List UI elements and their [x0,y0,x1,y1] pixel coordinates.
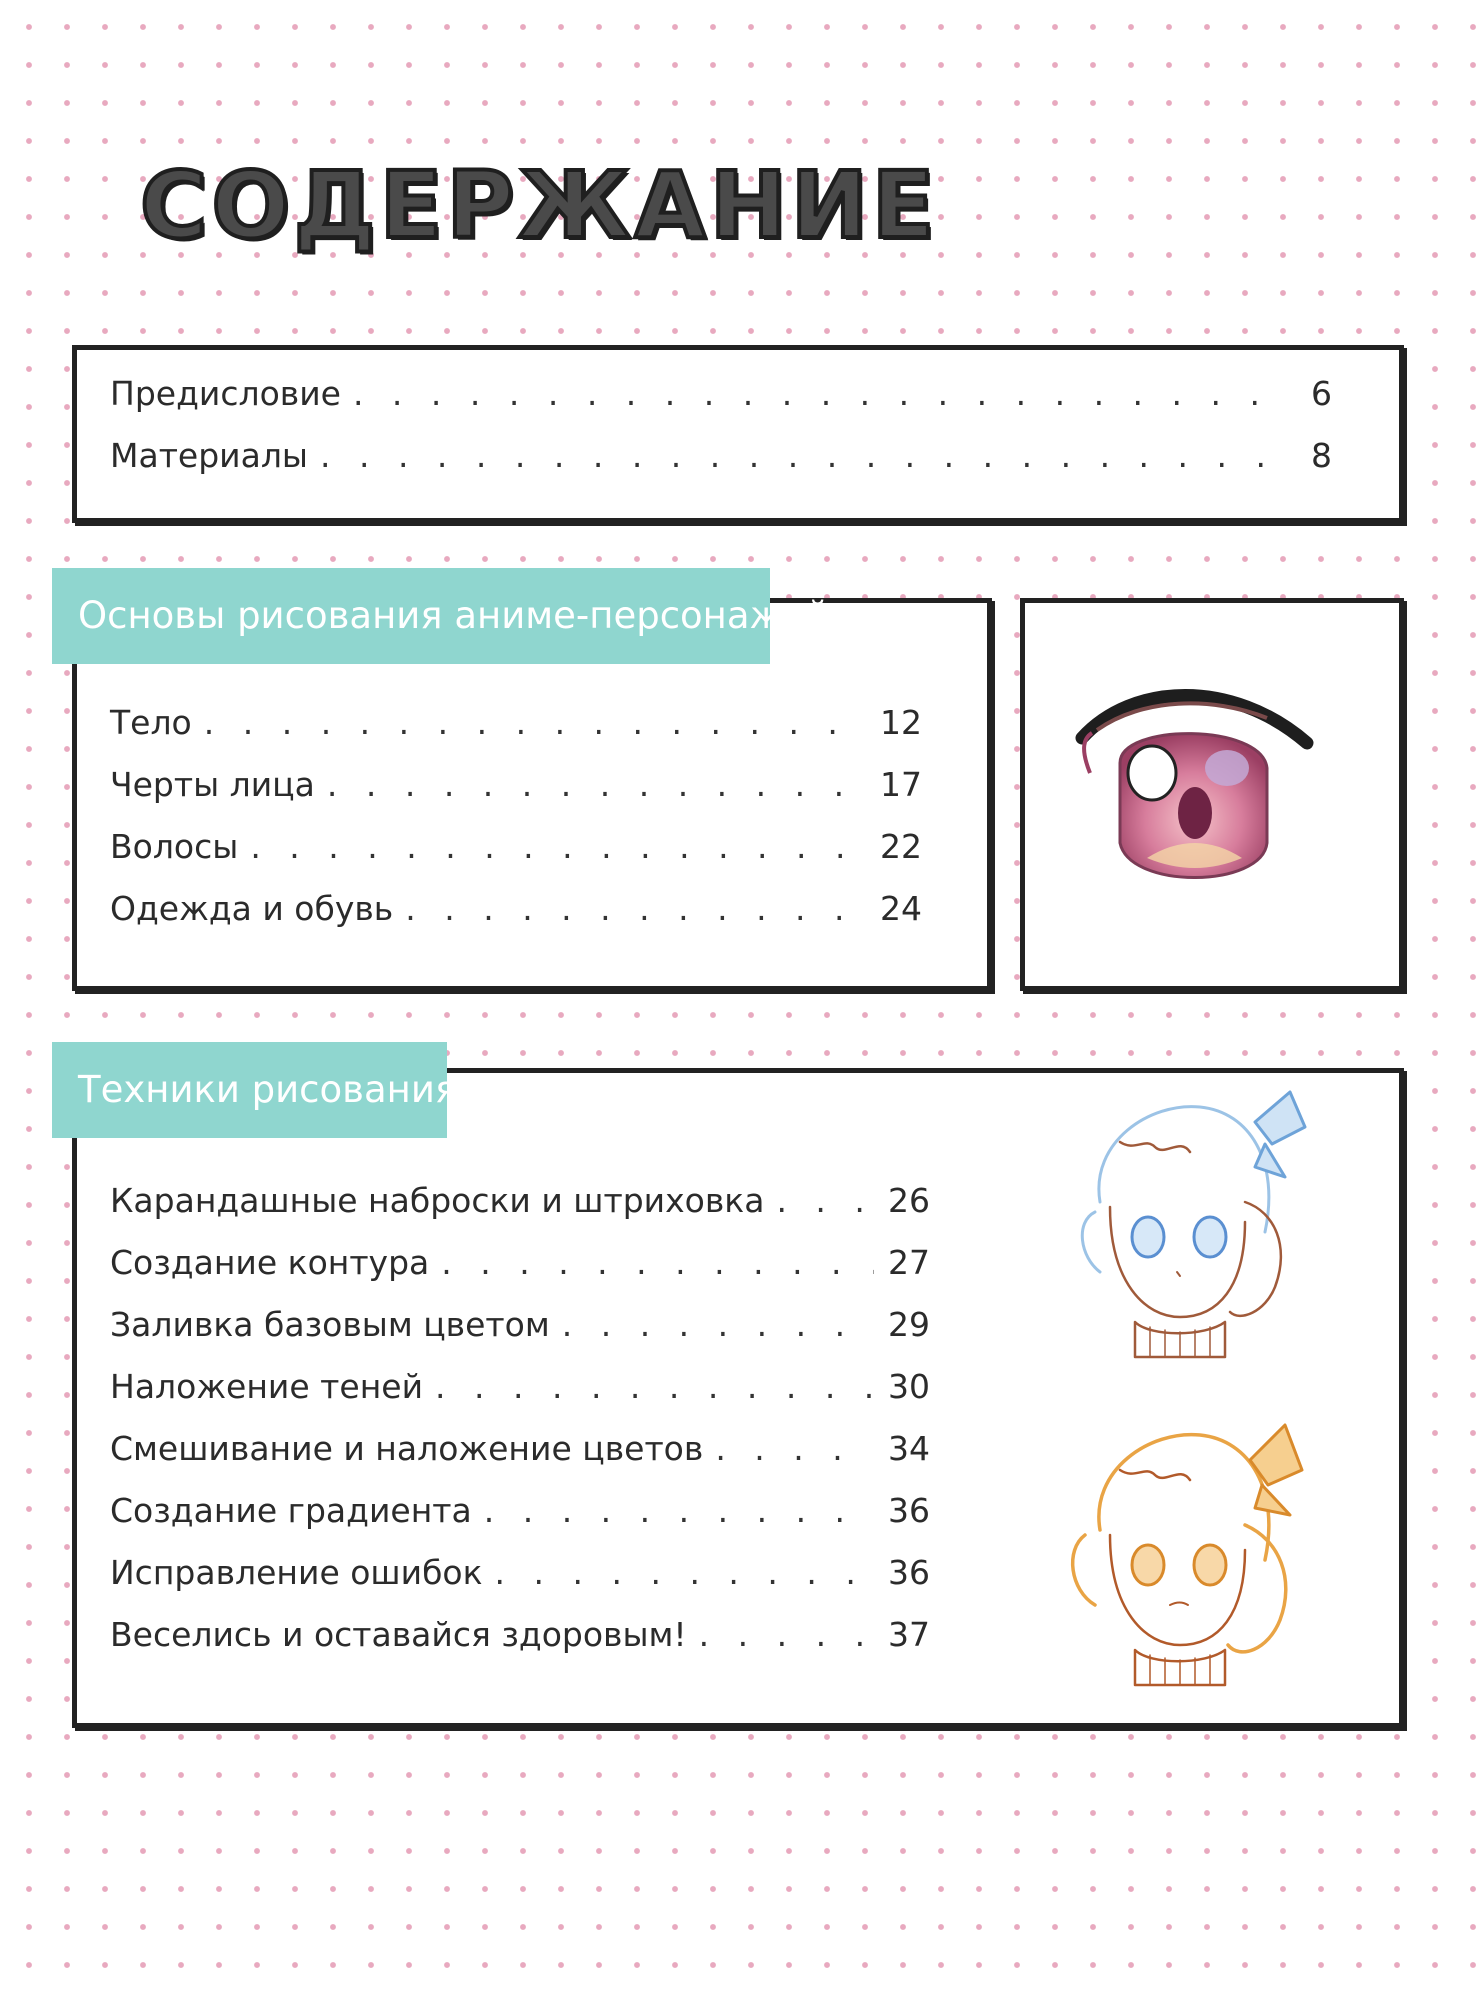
dot-leader [435,1356,874,1418]
toc-entry-page: 26 [888,1181,930,1220]
toc-entry-title: Черты лица [110,765,315,804]
toc-entry-page: 37 [888,1615,930,1654]
dot-leader [484,1480,874,1542]
basics-toc [110,692,922,940]
page-title: СОДЕРЖАНИЕ [140,152,939,259]
toc-entry-page: 6 [1311,374,1332,413]
dot-leader [250,816,866,878]
toc-entry-blending[interactable] [110,1418,930,1480]
dot-leader [320,425,1276,487]
dot-leader [776,1170,874,1232]
toc-entry-page: 24 [880,889,922,928]
dot-leader [204,692,866,754]
toc-entry-title: Создание контура [110,1243,430,1282]
toc-entry-materials[interactable] [110,425,1332,487]
chibi-girl-orange-sketch-icon [1040,1410,1320,1700]
toc-entry-outline[interactable] [110,1232,930,1294]
section-label-techniques: Техники рисования [52,1042,447,1138]
toc-entry-page: 36 [888,1553,930,1592]
dot-leader [441,1232,874,1294]
toc-entry-face[interactable] [110,754,922,816]
toc-entry-page: 34 [888,1429,930,1468]
dot-leader [699,1604,874,1666]
toc-entry-title: Наложение теней [110,1367,424,1406]
toc-entry-base-color[interactable] [110,1294,930,1356]
toc-entry-page: 8 [1311,436,1332,475]
toc-entry-title: Тело [110,703,192,742]
toc-entry-title: Одежда и обувь [110,889,394,928]
toc-entry-clothes[interactable] [110,878,922,940]
dot-leader [327,754,866,816]
techniques-toc [110,1170,930,1666]
toc-entry-title: Карандашные наброски и штриховка [110,1181,765,1220]
anime-eye-icon [1062,668,1322,928]
toc-entry-have-fun[interactable] [110,1604,930,1666]
toc-entry-hair[interactable] [110,816,922,878]
dot-leader [715,1418,874,1480]
toc-entry-title: Создание градиента [110,1491,472,1530]
toc-entry-gradient[interactable] [110,1480,930,1542]
toc-entry-title: Заливка базовым цветом [110,1305,550,1344]
dot-leader [562,1294,874,1356]
dot-leader [495,1542,874,1604]
toc-entry-body[interactable] [110,692,922,754]
toc-entry-page: 22 [880,827,922,866]
toc-entry-page: 29 [888,1305,930,1344]
toc-entry-title: Волосы [110,827,239,866]
toc-entry-page: 36 [888,1491,930,1530]
dot-leader [353,363,1276,425]
intro-toc [110,363,1332,487]
toc-entry-page: 12 [880,703,922,742]
toc-entry-title: Материалы [110,436,308,475]
toc-entry-title: Предисловие [110,374,341,413]
toc-entry-page: 27 [888,1243,930,1282]
toc-entry-preface[interactable] [110,363,1332,425]
toc-entry-shadows[interactable] [110,1356,930,1418]
toc-entry-title: Смешивание и наложение цветов [110,1429,704,1468]
section-label-basics: Основы рисования аниме-персонажей [52,568,770,664]
chibi-girl-blue-sketch-icon [1040,1082,1320,1372]
toc-entry-page: 30 [888,1367,930,1406]
toc-entry-title: Веселись и оставайся здоровым! [110,1615,687,1654]
toc-entry-page: 17 [880,765,922,804]
toc-entry-fixing-mistakes[interactable] [110,1542,930,1604]
toc-entry-title: Исправление ошибок [110,1553,483,1592]
dot-leader [405,878,866,940]
toc-entry-pencil-sketch[interactable] [110,1170,930,1232]
